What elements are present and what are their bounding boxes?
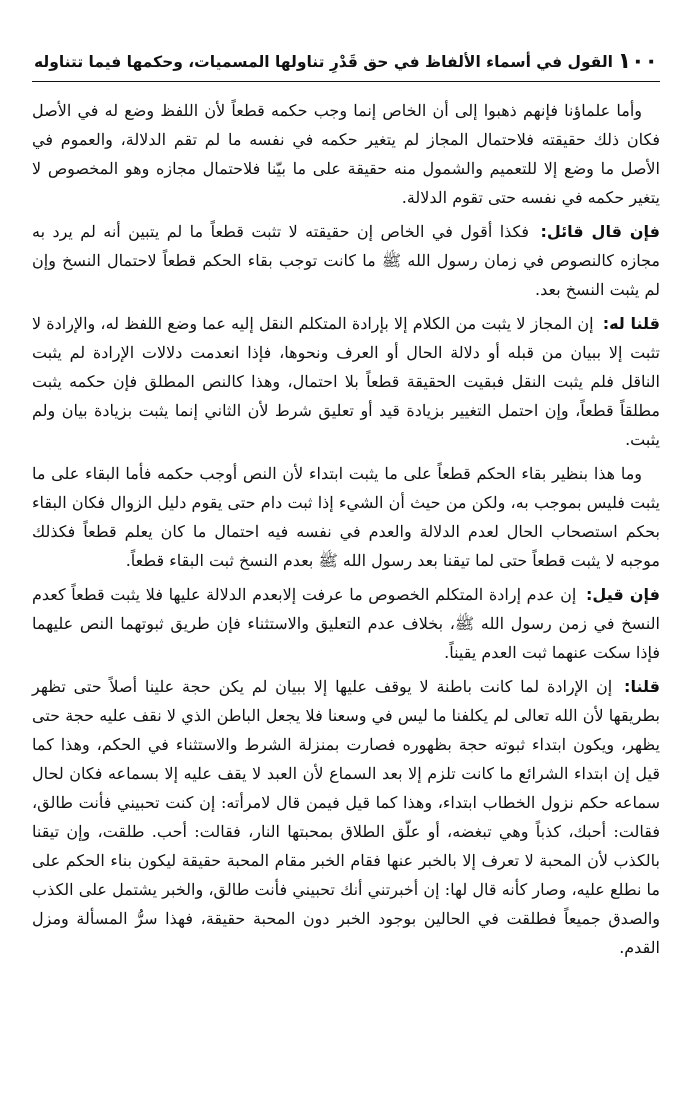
paragraph: [32, 459, 660, 575]
paragraph-lead: قلنا له:: [602, 314, 661, 333]
paragraph-text: وأما علماؤنا فإنهم ذهبوا إلى أن الخاص إنما وجب حكمه قطعاً لأن اللفظ وضع له في الأصل فكان ذلك حقيقته فلاحتمال المجاز لم يتغير حكمه في نفسه ما لم تقم الدلالة، والعموم في الأصل ما وضع إلا للتعميم والشمول منه حقيقة على ما بيّنا فلاحتمال مجازه وهو المخصوص لا يتغير حكمه في نفسه حتى تقوم الدلالة.: [32, 101, 660, 207]
paragraph-lead: فإن قيل:: [586, 585, 660, 604]
running-title: القول في أسماء الألفاظ في حق قَدْرِ تناولها المسميات، وحكمها فيما تتناوله: [34, 53, 613, 71]
paragraph-reply: [32, 672, 660, 962]
paragraph-objection: [32, 580, 660, 667]
paragraph-reply: [32, 309, 660, 454]
paragraph-text: وما هذا بنظير بقاء الحكم قطعاً على ما يثبت ابتداء لأن النص أوجب حكمه فأما البقاء على ما يثبت فليس بموجب به، ولكن من حيث أن الشيء إذا ثبت دام حتى يقوم دليل الزوال فكان البقاء بحكم استصحاب الحال لعدم الدلالة والعدم في نفسه فيه احتمال ما كان يعلم قطعاً فكذلك موجبه لا يثبت قطعاً حتى لما تيقنا بعد رسول الله ﷺ بعدم النسخ ثبت البقاء قطعاً.: [32, 464, 660, 570]
paragraph-lead: قلنا:: [624, 677, 660, 696]
paragraph-text: إن الإرادة لما كانت باطنة لا يوقف عليها إلا ببيان لم يكن حجة علينا أصلاً حتى تظهر بطريقها لأن الله تعالى لم يكلفنا ما ليس في وسعنا فلا يجعل الباطن الذي لا نقف عليه حجة حتى يظهر، ويكون ابتداء ثبوته حجة بظهوره فصارت بمنزلة الشرط والاستثناء في الحكم، وهذا كما قيل إن ابتداء الشرائع ما كانت تلزم إلا بعد السماع لأن العبد لا يقف عليه إلا بسماعه فكان لحال سماعه حكم نزول الخطاب ابتداء، وهذا كما قيل فيمن قال لامرأته: إن كنت تحبيني فأنت طالق، فقالت: أحبك، كذباً وهي تبغضه، أو علّق الطلاق بمحبتها النار، فقالت: أحب. طلقت، وإن تيقنا بالكذب لأن المحبة لا تعرف إلا بالخبر عنها فقام الخبر مقام المحبة حقيقة ليكون بناء الحكم على ما نطلع عليه، وصار كأنه قال لها: إن أخبرتني أنك تحبيني فأنت طالق، والخبر يشتمل على الكذب والصدق جميعاً فطلقت في الحالين بوجود الخبر دون المحبة حقيقة، فهذا سرُّ المسألة ومزل القدم.: [32, 677, 661, 957]
body-text: [32, 96, 660, 962]
paragraph-lead: فإن قال قائل:: [540, 222, 660, 241]
paragraph-text: إن المجاز لا يثبت من الكلام إلا بإرادة المتكلم النقل إليه عما وضع اللفظ له، والإرادة لا تثبت إلا ببيان من قبله أو دلالة الحال أو العرف ونحوها، فإذا انعدمت دلالات الإرادة لم يثبت الناقل فلم يثبت النقل فبقيت الحقيقة قطعاً بلا احتمال، وهذا كالنص المطلق فإن حكمه يثبت مطلقاً قطعاً، وإن احتمل التغيير بزيادة قيد أو تعليق شرط لأن الثاني إنما يثبت بزيادة بيان ولم يثبت.: [32, 314, 660, 449]
page-header: [32, 42, 660, 82]
book-page: [32, 42, 660, 962]
page-number: ١٠٠: [617, 49, 658, 74]
paragraph-text: فكذا أقول في الخاص إن حقيقته لا تثبت قطعاً ما لم يتبين أنه لم يرد به مجازه كالنصوص في زمان رسول الله ﷺ ما كانت توجب بقاء الحكم قطعاً لاحتمال النسخ وإن لم يثبت النسخ بعد.: [32, 222, 660, 299]
paragraph-objection: [32, 217, 660, 304]
paragraph-text: إن عدم إرادة المتكلم الخصوص ما عرفت إلابعدم الدلالة عليها فلا يثبت قطعاً كعدم النسخ في زمن رسول الله ﷺ، بخلاف عدم التعليق والاستثناء فإن طريق ثبوتهما النص عليهما فإذا سكت عنهما ثبت العدم يقيناً.: [32, 585, 660, 662]
paragraph: [32, 96, 660, 212]
